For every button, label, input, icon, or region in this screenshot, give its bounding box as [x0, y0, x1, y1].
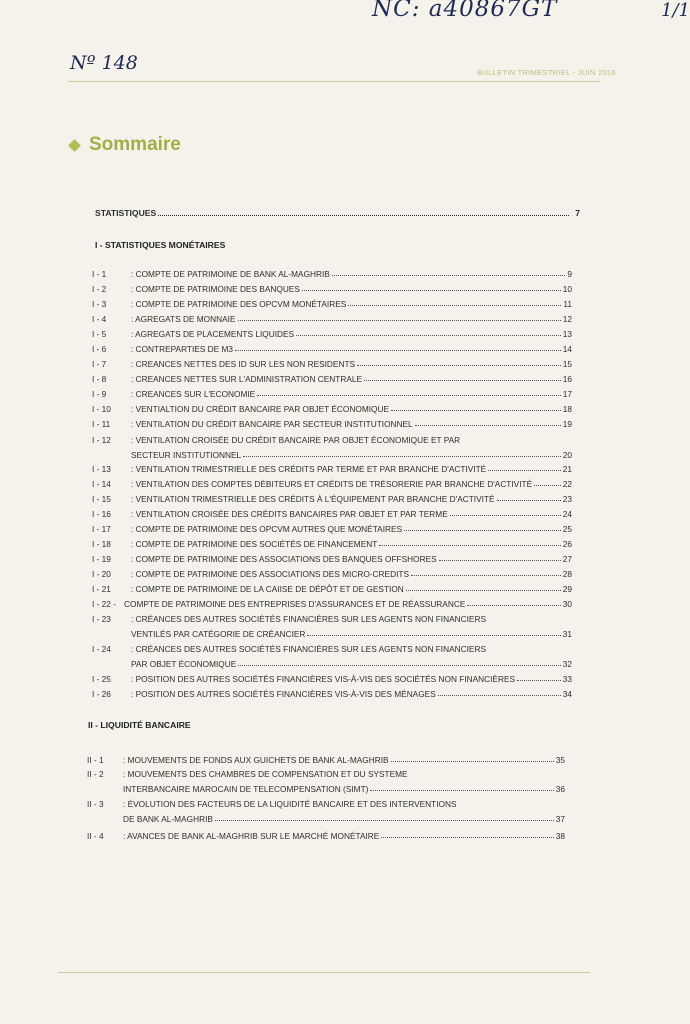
toc-item-title[interactable]: : VENTILATION CROISÉE DU CRÉDIT BANCAIRE PAR OBJET ÉCONOMIQUE ET PAR [131, 435, 461, 445]
toc-item-page: 35 [555, 755, 565, 765]
toc-item-number: I - 5 [92, 329, 107, 339]
toc-item-title: : VENTILATION DES COMPTES DÉBITEURS ET CRÉDITS DE TRÉSORERIE PAR BRANCHE D'ACTIVITÉ [131, 479, 533, 489]
toc-item[interactable] [131, 360, 572, 368]
toc-item-title: : CONTREPARTIES DE M3 [131, 344, 234, 354]
toc-item-number: I - 10 [92, 404, 111, 414]
dot-leader [379, 545, 560, 546]
dot-leader [439, 560, 561, 561]
toc-item-continuation[interactable] [131, 630, 572, 638]
toc-item-title-continued: PAR OBJET ÉCONOMIQUE [131, 658, 237, 669]
toc-item[interactable] [131, 345, 572, 353]
toc-item[interactable] [131, 555, 572, 563]
toc-item-number: I - 24 [92, 644, 111, 654]
toc-item[interactable] [131, 405, 572, 413]
toc-item-number: II - 3 [87, 799, 104, 809]
toc-item-title[interactable]: : MOUVEMENTS DES CHAMBRES DE COMPENSATION ET DU SYSTEME [123, 769, 408, 779]
toc-item-number: I - 18 [92, 539, 111, 549]
toc-item-title-continued: DE BANK AL-MAGHRIB [123, 813, 213, 824]
toc-item-number: I - 21 [92, 584, 111, 594]
section2-heading: II - LIQUIDITÉ BANCAIRE [88, 720, 191, 730]
toc-item-page: 24 [562, 509, 572, 519]
title-text: Sommaire [89, 134, 181, 155]
dot-leader [411, 575, 561, 576]
dot-leader [364, 380, 561, 381]
toc-item-page: 32 [562, 658, 572, 669]
bulletin-header: BULLETIN TRIMESTRIEL - JUIN 2016 [477, 68, 616, 77]
dot-leader [438, 695, 561, 696]
toc-item-number: I - 17 [92, 524, 111, 534]
toc-item-title: : VENTILATION CROISÉE DES CRÉDITS BANCAIRES PAR OBJET ET PAR TERME [131, 509, 448, 519]
toc-item-title: : AGREGATS DE PLACEMENTS LIQUIDES [131, 329, 295, 339]
toc-item[interactable] [131, 375, 572, 383]
toc-item-page: 29 [562, 584, 572, 594]
toc-item-title[interactable]: : CRÉANCES DES AUTRES SOCIÉTÉS FINANCIÈRES SUR LES AGENTS NON FINANCIERS [131, 614, 486, 624]
toc-item-page: 33 [562, 674, 572, 684]
toc-item-page: 11 [563, 299, 572, 309]
toc-item[interactable] [131, 690, 572, 698]
toc-item-title: : POSITION DES AUTRES SOCIÉTÉS FINANCIÈRES VIS-À-VIS DES MÉNAGES [131, 689, 436, 699]
toc-item-title: : AVANCES DE BANK AL-MAGHRIB SUR LE MARCHÉ MONÉTAIRE [123, 831, 380, 841]
footer-rule [58, 972, 590, 973]
toc-item-continuation[interactable] [131, 451, 572, 459]
toc-item[interactable] [123, 832, 565, 840]
dot-leader [257, 395, 561, 396]
toc-item[interactable] [131, 675, 572, 683]
toc-item-number: I - 23 [92, 614, 111, 624]
dot-leader [497, 500, 561, 501]
toc-item-continuation[interactable] [123, 815, 565, 823]
toc-item-number: I - 15 [92, 494, 111, 504]
toc-item-number: I - 26 [92, 689, 111, 699]
toc-item-number: I - 16 [92, 509, 111, 519]
toc-item-title: : COMPTE DE PATRIMOINE DES OPCVM MONÉTAIRES [131, 299, 347, 309]
toc-item-number: I - 22 - [92, 599, 116, 609]
dot-leader [415, 425, 561, 426]
toc-item-title-continued: VENTILÉS PAR CATÉGORIE DE CRÉANCIER [131, 628, 306, 639]
toc-item-number: I - 25 [92, 674, 111, 684]
toc-item-title: : VENTILATION TRIMESTRIELLE DES CRÉDITS PAR TERME ET PAR BRANCHE D'ACTIVITÉ [131, 464, 487, 474]
toc-item-title: : COMPTE DE PATRIMOINE DES SOCIÉTÉS DE FINANCEMENT [131, 539, 378, 549]
handwritten-reference-note: NC: a40867GT [372, 0, 558, 22]
toc-item-page: 14 [562, 344, 572, 354]
toc-item[interactable] [131, 585, 572, 593]
statistiques-page: 7 [575, 208, 580, 218]
toc-item-title: : VENTILATION TRIMESTRIELLE DES CRÉDITS À L'ÉQUIPEMENT PAR BRANCHE D'ACTIVITÉ [131, 494, 495, 504]
toc-item[interactable] [131, 315, 572, 323]
toc-item-page: 34 [562, 689, 572, 699]
toc-item-number: II - 2 [87, 769, 104, 779]
toc-item-page: 25 [562, 524, 572, 534]
toc-item-number: I - 20 [92, 569, 111, 579]
toc-item-page: 19 [562, 419, 572, 429]
dot-leader [391, 410, 561, 411]
toc-item-number: I - 1 [92, 269, 107, 279]
statistiques-entry[interactable] [95, 208, 580, 218]
dot-leader [467, 605, 560, 606]
toc-item-number: I - 19 [92, 554, 111, 564]
toc-item-title: : AGREGATS DE MONNAIE [131, 314, 236, 324]
toc-item[interactable] [131, 510, 572, 518]
toc-item-title[interactable]: : ÉVOLUTION DES FACTEURS DE LA LIQUIDITÉ BANCAIRE ET DES INTERVENTIONS [123, 799, 457, 809]
dot-leader [235, 350, 561, 351]
toc-item[interactable] [131, 465, 572, 473]
toc-item-title: : MOUVEMENTS DE FONDS AUX GUICHETS DE BANK AL-MAGHRIB [123, 755, 389, 765]
toc-item-number: I - 7 [92, 359, 107, 369]
dot-leader [534, 485, 561, 486]
dot-leader [357, 365, 561, 366]
toc-item-page: 27 [562, 554, 572, 564]
toc-item-page: 12 [562, 314, 572, 324]
dot-leader [332, 275, 566, 276]
toc-item-title: COMPTE DE PATRIMOINE DES ENTREPRISES D'ASSURANCES ET DE RÉASSURANCE [124, 599, 466, 609]
toc-item-page: 9 [567, 269, 572, 279]
dot-leader [158, 215, 569, 216]
toc-item-number: I - 8 [92, 374, 107, 384]
toc-item-page: 10 [562, 284, 572, 294]
handwritten-corner-note: 1/1 [661, 0, 690, 21]
toc-item-title: : COMPTE DE PATRIMOINE DES BANQUES [131, 284, 300, 294]
dot-leader [238, 665, 561, 666]
toc-item-page: 30 [562, 599, 572, 609]
toc-item[interactable] [131, 495, 572, 503]
toc-item-title: : COMPTE DE PATRIMOINE DES ASSOCIATIONS DES BANQUES OFFSHORES [131, 554, 437, 564]
toc-item-page: 21 [562, 464, 572, 474]
toc-item-page: 23 [562, 494, 572, 504]
dot-leader [296, 335, 561, 336]
toc-item-title[interactable]: : CRÉANCES DES AUTRES SOCIÉTÉS FINANCIÈRES SUR LES AGENTS NON FINANCIERS [131, 644, 486, 654]
toc-item-number: I - 12 [92, 435, 111, 445]
toc-item-continuation[interactable] [131, 660, 572, 668]
handwritten-number-note: Nº 148 [70, 52, 138, 74]
toc-item-page: 15 [562, 359, 572, 369]
toc-item[interactable] [131, 300, 572, 308]
section1-heading: I - STATISTIQUES MONÉTAIRES [95, 240, 226, 250]
toc-item[interactable] [131, 330, 572, 338]
dot-leader [381, 837, 553, 838]
toc-item[interactable] [131, 285, 572, 293]
dot-leader [488, 470, 561, 471]
dot-leader [391, 761, 554, 762]
toc-item-page: 28 [562, 569, 572, 579]
toc-item-page: 18 [562, 404, 572, 414]
dot-leader [238, 320, 561, 321]
page-title [68, 134, 181, 156]
toc-item-number: II - 1 [87, 755, 104, 765]
toc-item-title: : VENTIALTION DU CRÉDIT BANCAIRE PAR OBJET ÉCONOMIQUE [131, 404, 390, 414]
toc-item-continuation[interactable] [123, 785, 565, 793]
toc-item-page: 26 [562, 539, 572, 549]
toc-item-page: 13 [562, 329, 572, 339]
toc-item-page: 38 [555, 831, 565, 841]
toc-item-page: 17 [562, 389, 572, 399]
toc-item-title: : CREANCES SUR L'ECONOMIE [131, 389, 256, 399]
dot-leader [215, 820, 554, 821]
diamond-bullet-icon [68, 139, 81, 152]
toc-item[interactable] [131, 270, 572, 278]
toc-item-number: I - 14 [92, 479, 111, 489]
toc-item-title: : COMPTE DE PATRIMOINE DES ASSOCIATIONS DES MICRO-CREDITS [131, 569, 409, 579]
toc-item[interactable] [131, 390, 572, 398]
toc-item[interactable] [124, 600, 572, 608]
dot-leader [302, 290, 561, 291]
toc-item-title: : POSITION DES AUTRES SOCIÉTÉS FINANCIÈRES VIS-À-VIS DES SOCIÉTÉS NON FINANCIÈRES [131, 674, 516, 684]
toc-item-page: 36 [555, 783, 565, 794]
toc-item[interactable] [131, 570, 572, 578]
toc-item-number: I - 6 [92, 344, 107, 354]
toc-item-page: 22 [562, 479, 572, 489]
toc-item-page: 37 [555, 813, 565, 824]
toc-item-number: I - 4 [92, 314, 107, 324]
toc-item[interactable] [123, 756, 565, 764]
toc-item-number: I - 11 [92, 419, 111, 429]
toc-item-title: : CREANCES NETTES DES ID SUR LES NON RESIDENTS [131, 359, 356, 369]
dot-leader [307, 635, 560, 636]
dot-leader [243, 456, 561, 457]
toc-item-title-continued: INTERBANCAIRE MAROCAIN DE TELECOMPENSATION (SIMT) [123, 783, 369, 794]
toc-item-title: : CREANCES NETTES SUR L'ADMINISTRATION CENTRALE [131, 374, 363, 384]
dot-leader [517, 680, 561, 681]
dot-leader [406, 590, 561, 591]
dot-leader [404, 530, 561, 531]
toc-item-number: I - 13 [92, 464, 111, 474]
dot-leader [370, 790, 553, 791]
dot-leader [450, 515, 561, 516]
toc-item-title: : VENTILATION DU CRÉDIT BANCAIRE PAR SECTEUR INSTITUTIONNEL [131, 419, 413, 429]
toc-item-number: I - 3 [92, 299, 107, 309]
toc-item[interactable] [131, 525, 572, 533]
toc-item-page: 31 [562, 628, 572, 639]
toc-item-title-continued: SECTEUR INSTITUTIONNEL [131, 449, 242, 460]
toc-item-number: I - 9 [92, 389, 107, 399]
toc-item-number: I - 2 [92, 284, 107, 294]
toc-item-title: : COMPTE DE PATRIMOINE DES OPCVM AUTRES QUE MONÉTAIRES [131, 524, 403, 534]
toc-item[interactable] [131, 420, 572, 428]
toc-item[interactable] [131, 480, 572, 488]
toc-item-title: : COMPTE DE PATRIMOINE DE BANK AL-MAGHRIB [131, 269, 330, 279]
toc-item-title: : COMPTE DE PATRIMOINE DE LA CAIISE DE DÉPÔT ET DE GESTION [131, 584, 404, 594]
toc-item[interactable] [131, 540, 572, 548]
toc-item-page: 20 [562, 449, 572, 460]
toc-item-page: 16 [562, 374, 572, 384]
statistiques-label: STATISTIQUES [95, 208, 157, 218]
dot-leader [348, 305, 561, 306]
toc-item-number: II - 4 [87, 831, 104, 841]
header-rule [68, 81, 600, 82]
